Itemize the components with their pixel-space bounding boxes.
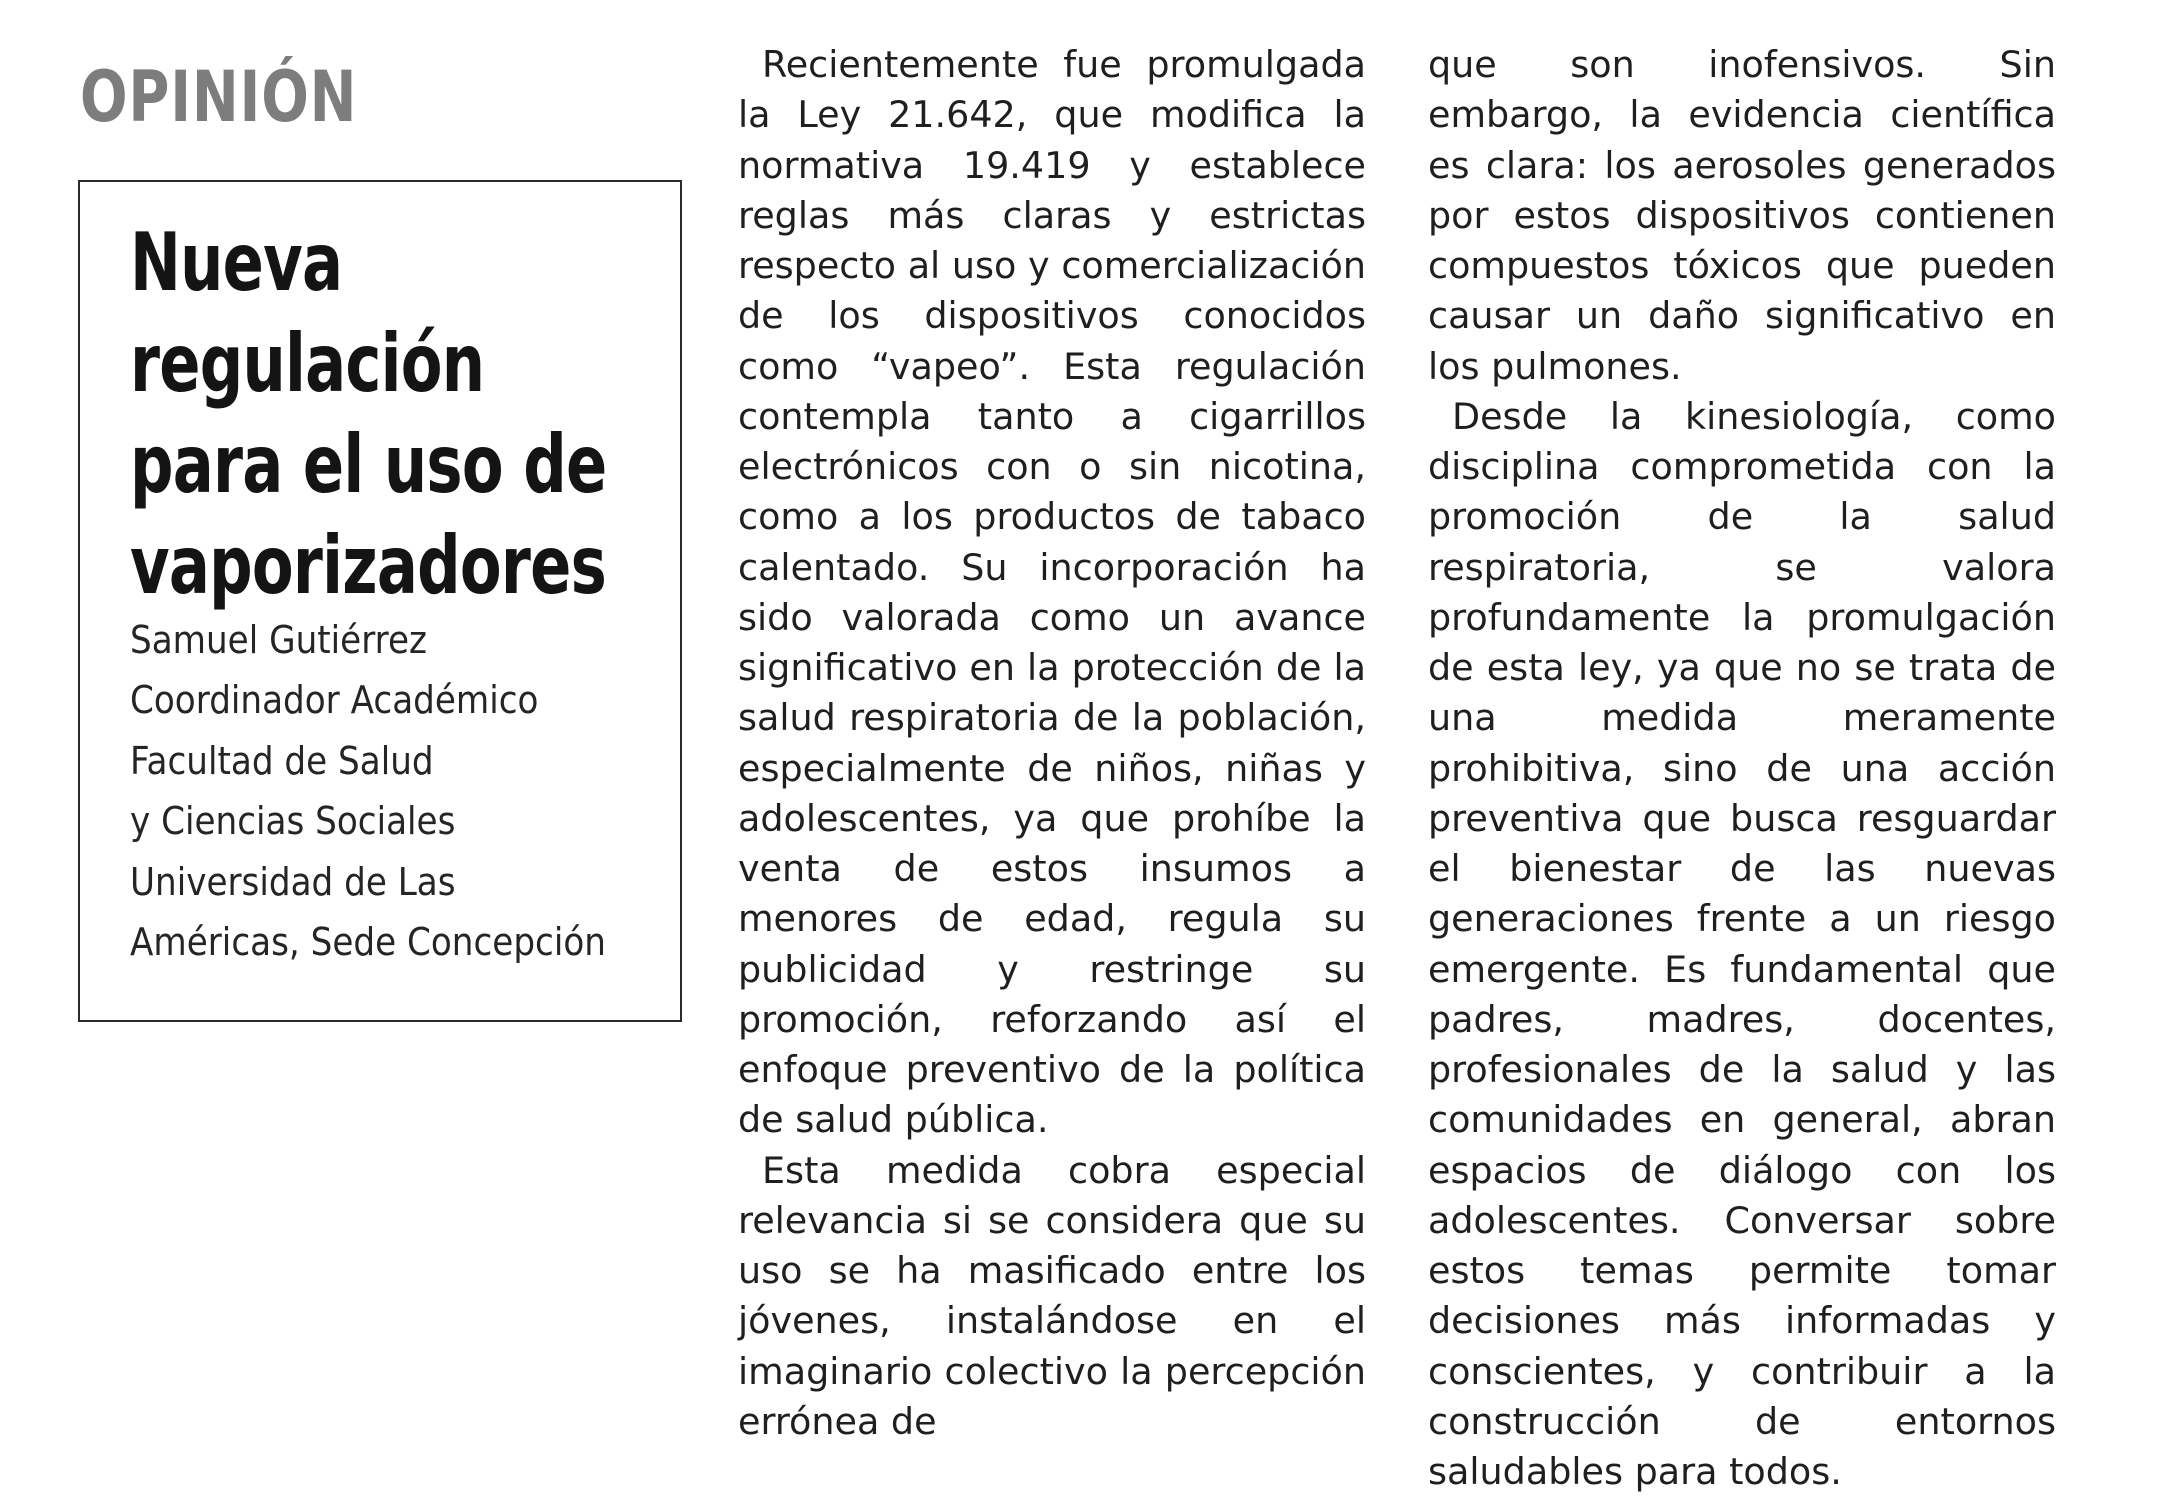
author-university: Universidad de Las [130, 859, 456, 904]
body-paragraph-continued: que son inofensivos. Sin embargo, la evidencia científica es clara: los aerosoles generados por estos dispositivos contienen compuestos tóxicos que pueden causar un daño significativo en los pulmones. [1428, 43, 2056, 388]
headline-line: vaporizadores [130, 519, 607, 612]
headline [130, 212, 677, 616]
author-campus: Américas, Sede Concepción [130, 920, 606, 965]
body-paragraph: Recientemente fue promulgada la Ley 21.642, que modifica la normativa 19.419 y establece reglas más claras y estrictas respecto al uso y comercialización de los dispositivos conocidos como “vapeo”. Esta regulación contempla tanto a cigarrillos electrónicos con o sin nicotina, como a los productos de tabaco calentado. Su incorporación ha sido valorada como un avance significativo en la protección de la salud respiratoria de la población, especialmente de niños, niñas y adolescentes, ya que prohíbe la venta de estos insumos a menores de edad, regula su publicidad y restringe su promoción, reforzando así el enfoque preventivo de la política de salud pública. [738, 43, 1366, 1142]
article-column-2 [1428, 40, 2056, 1497]
author-byline [130, 610, 607, 972]
author-name: Samuel Gutiérrez [130, 618, 427, 662]
author-faculty-cont: y Ciencias Sociales [130, 799, 456, 844]
headline-line: Nueva [130, 216, 343, 309]
section-label: OPINIÓN [80, 56, 358, 138]
body-paragraph: Desde la kinesiología, como disciplina comprometida con la promoción de la salud respiratoria, se valora profundamente la promulgación de esta ley, ya que no se trata de una medida meramente prohibitiva, sino de una acción preventiva que busca resguardar el bienestar de las nuevas generaciones frente a un riesgo emergente. Es fundamental que padres, madres, docentes, profesionales de la salud y las comunidades en general, abran espacios de diálogo con los adolescentes. Conversar sobre estos temas permite tomar decisiones más informadas y conscientes, y contribuir a la construcción de entornos saludables para todos. [1428, 394, 2056, 1493]
headline-line: regulación [130, 317, 485, 410]
article-column-1 [738, 40, 1366, 1447]
author-role: Coordinador Académico [130, 678, 539, 723]
body-paragraph: Esta medida cobra especial relevancia si se considera que su uso se ha masificado entre los jóvenes, instalándose en el imaginario colectivo la percepción errónea de [738, 1148, 1366, 1443]
headline-box [78, 180, 682, 1022]
author-faculty: Facultad de Salud [130, 738, 434, 783]
headline-line: para el uso de [130, 418, 607, 511]
